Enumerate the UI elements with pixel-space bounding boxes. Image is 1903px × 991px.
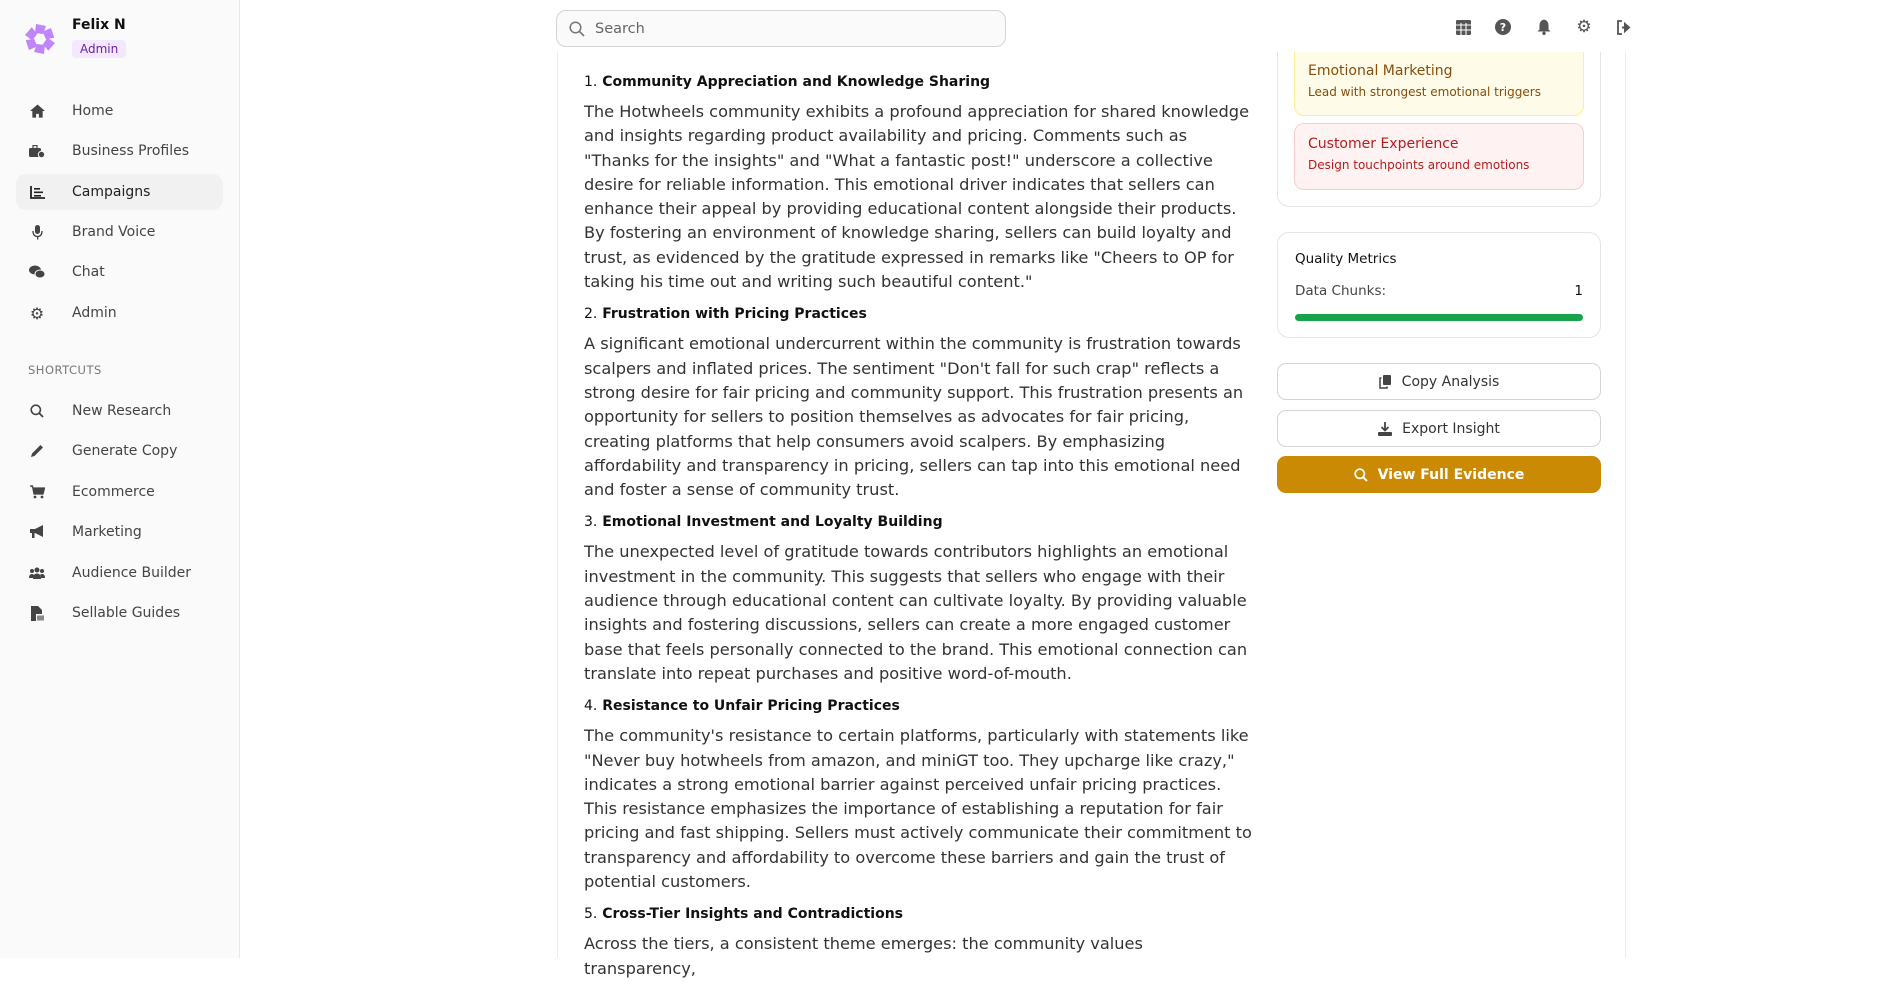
- data-chunks-label: Data Chunks:: [1295, 283, 1387, 299]
- shortcuts-heading: SHORTCUTS: [28, 363, 102, 377]
- shortcut-audience-builder[interactable]: [16, 555, 223, 591]
- chart-icon: [28, 186, 46, 199]
- shortcut-marketing[interactable]: [16, 514, 223, 550]
- top-header: [241, 0, 1903, 52]
- sidebar: [0, 0, 240, 958]
- section-body-3: The unexpected level of gratitude towards contributors highlights an emotional investment in the community. This suggests that sellers who engage with their audience through educational content can cultivate loyalty. By providing valuable insights and fostering discussions, sellers can create a more engaged customer base that feels personally connected to the brand. This emotional connection can translate into repeat purchases and positive word-of-mouth.: [584, 542, 1248, 683]
- export-insight-button[interactable]: [1277, 410, 1601, 447]
- section-heading-4: 4. Resistance to Unfair Pricing Practices: [584, 698, 900, 715]
- section-heading-3: 3. Emotional Investment and Loyalty Building: [584, 514, 943, 531]
- user-name: Felix N: [72, 17, 126, 33]
- help-icon[interactable]: [1493, 17, 1513, 37]
- shortcut-generate-copy[interactable]: [16, 433, 223, 469]
- sidebar-item-admin[interactable]: [16, 295, 223, 331]
- view-full-evidence-label: View Full Evidence: [1377, 466, 1525, 483]
- search-icon: [1354, 468, 1368, 482]
- view-full-evidence-button[interactable]: [1277, 456, 1601, 493]
- sidebar-item-business-profiles[interactable]: [16, 133, 223, 169]
- search-icon: [569, 21, 585, 37]
- quality-progress-track: [1295, 314, 1583, 321]
- shortcut-label: New Research: [72, 403, 172, 419]
- shortcut-label: Sellable Guides: [72, 605, 181, 621]
- export-insight-label: Export Insight: [1402, 420, 1500, 437]
- section-heading-1: 1. Community Appreciation and Knowledge Sharing: [584, 74, 991, 90]
- sidebar-item-home[interactable]: [16, 93, 223, 129]
- application-customer-experience: [1294, 123, 1584, 190]
- shortcut-label: Ecommerce: [72, 484, 155, 500]
- section-body-4: The community's resistance to certain platforms, particularly with statements like "Never buy hotwheels from amazon, and miniGT too. They upcharge like crazy," indicates a strong emotional barrier against perceived unfair pricing practices. This resistance emphasizes the importance of establishing a reputation for fair pricing and fast shipping. Sellers must actively communicate their commitment to transparency and affordability to overcome these barriers and gain the trust of potential customers.: [584, 726, 1252, 892]
- shortcut-label: Generate Copy: [72, 443, 178, 459]
- briefcase-icon: [28, 145, 46, 158]
- section-body-1: The Hotwheels community exhibits a profound appreciation for shared knowledge and insights regarding product availability and pricing. Comments such as "Thanks for the insights" and "What a fantastic post!" underscore a collective desire for reliable information. This emotional driver indicates that sellers can enhance their appeal by providing educational content alongside their products. By fostering an environment of knowledge sharing, sellers can build loyalty and trust, as evidenced by the gratitude expressed in remarks like "Cheers to OP for taking his time out and writing such beautiful content.": [584, 102, 1250, 292]
- section-body-5: Across the tiers, a consistent theme emerges: the community values transparency,: [584, 934, 1143, 978]
- svg-text:?: ?: [1499, 21, 1507, 34]
- chat-icon: [28, 265, 46, 279]
- sidebar-item-label: Admin: [72, 305, 117, 321]
- logout-icon[interactable]: [1614, 17, 1634, 37]
- application-title: Emotional Marketing: [1308, 63, 1453, 79]
- microphone-icon: [28, 225, 46, 240]
- section-heading-5: 5. Cross-Tier Insights and Contradictions: [584, 906, 904, 923]
- sidebar-item-label: Chat: [72, 264, 105, 280]
- application-desc: Design touchpoints around emotions: [1308, 158, 1530, 172]
- section-heading-2: 2. Frustration with Pricing Practices: [584, 306, 867, 323]
- shortcut-label: Marketing: [72, 524, 142, 540]
- sidebar-item-chat[interactable]: [16, 254, 223, 290]
- sidebar-item-brand-voice[interactable]: [16, 214, 223, 250]
- content-divider-right: [1625, 0, 1626, 958]
- sidebar-item-label: Home: [72, 103, 114, 119]
- pdf-file-icon: [28, 606, 46, 621]
- settings-icon[interactable]: ⚙: [1576, 17, 1592, 37]
- copy-icon: [1379, 375, 1392, 389]
- download-icon: [1378, 422, 1392, 436]
- grid-icon[interactable]: [1453, 17, 1473, 37]
- home-icon: [28, 104, 46, 118]
- search-bar[interactable]: [556, 10, 1006, 47]
- shortcut-label: Audience Builder: [72, 565, 191, 581]
- copy-analysis-label: Copy Analysis: [1401, 373, 1500, 390]
- analysis-article: [584, 72, 1256, 991]
- sidebar-item-label: Campaigns: [72, 184, 151, 200]
- users-icon: [28, 567, 46, 579]
- pencil-icon: [28, 444, 46, 458]
- gear-icon: ⚙: [29, 303, 45, 323]
- quality-metrics-card: [1277, 232, 1601, 338]
- quality-title: Quality Metrics: [1295, 251, 1397, 267]
- shortcut-new-research[interactable]: [16, 393, 223, 429]
- sidebar-item-campaigns[interactable]: [16, 174, 223, 210]
- role-badge: Admin: [72, 40, 126, 58]
- megaphone-icon: [28, 525, 46, 539]
- quality-progress-fill: [1295, 314, 1583, 321]
- content-divider-left: [557, 0, 558, 958]
- search-input[interactable]: [595, 21, 975, 37]
- search-icon: [28, 404, 46, 418]
- section-body-2: A significant emotional undercurrent within the community is frustration towards scalpers and inflated prices. The sentiment "Don't fall for such crap" reflects a strong desire for fair pricing and community support. This frustration presents an opportunity for sellers to position themselves as advocates for fair pricing, creating platforms that help consumers avoid scalpers. By emphasizing affordability and transparency in pricing, sellers can tap into this emotional need and foster a sense of community trust.: [584, 334, 1244, 500]
- shortcut-sellable-guides[interactable]: [16, 595, 223, 631]
- application-desc: Lead with strongest emotional triggers: [1308, 85, 1541, 99]
- data-chunks-value: 1: [1574, 283, 1583, 299]
- copy-analysis-button[interactable]: [1277, 363, 1601, 400]
- shortcut-ecommerce[interactable]: [16, 474, 223, 510]
- sidebar-item-label: Brand Voice: [72, 224, 156, 240]
- sidebar-item-label: Business Profiles: [72, 143, 190, 159]
- application-title: Customer Experience: [1308, 136, 1459, 152]
- cart-icon: [28, 485, 46, 499]
- bell-icon[interactable]: [1534, 17, 1554, 37]
- logo-icon: [23, 22, 57, 56]
